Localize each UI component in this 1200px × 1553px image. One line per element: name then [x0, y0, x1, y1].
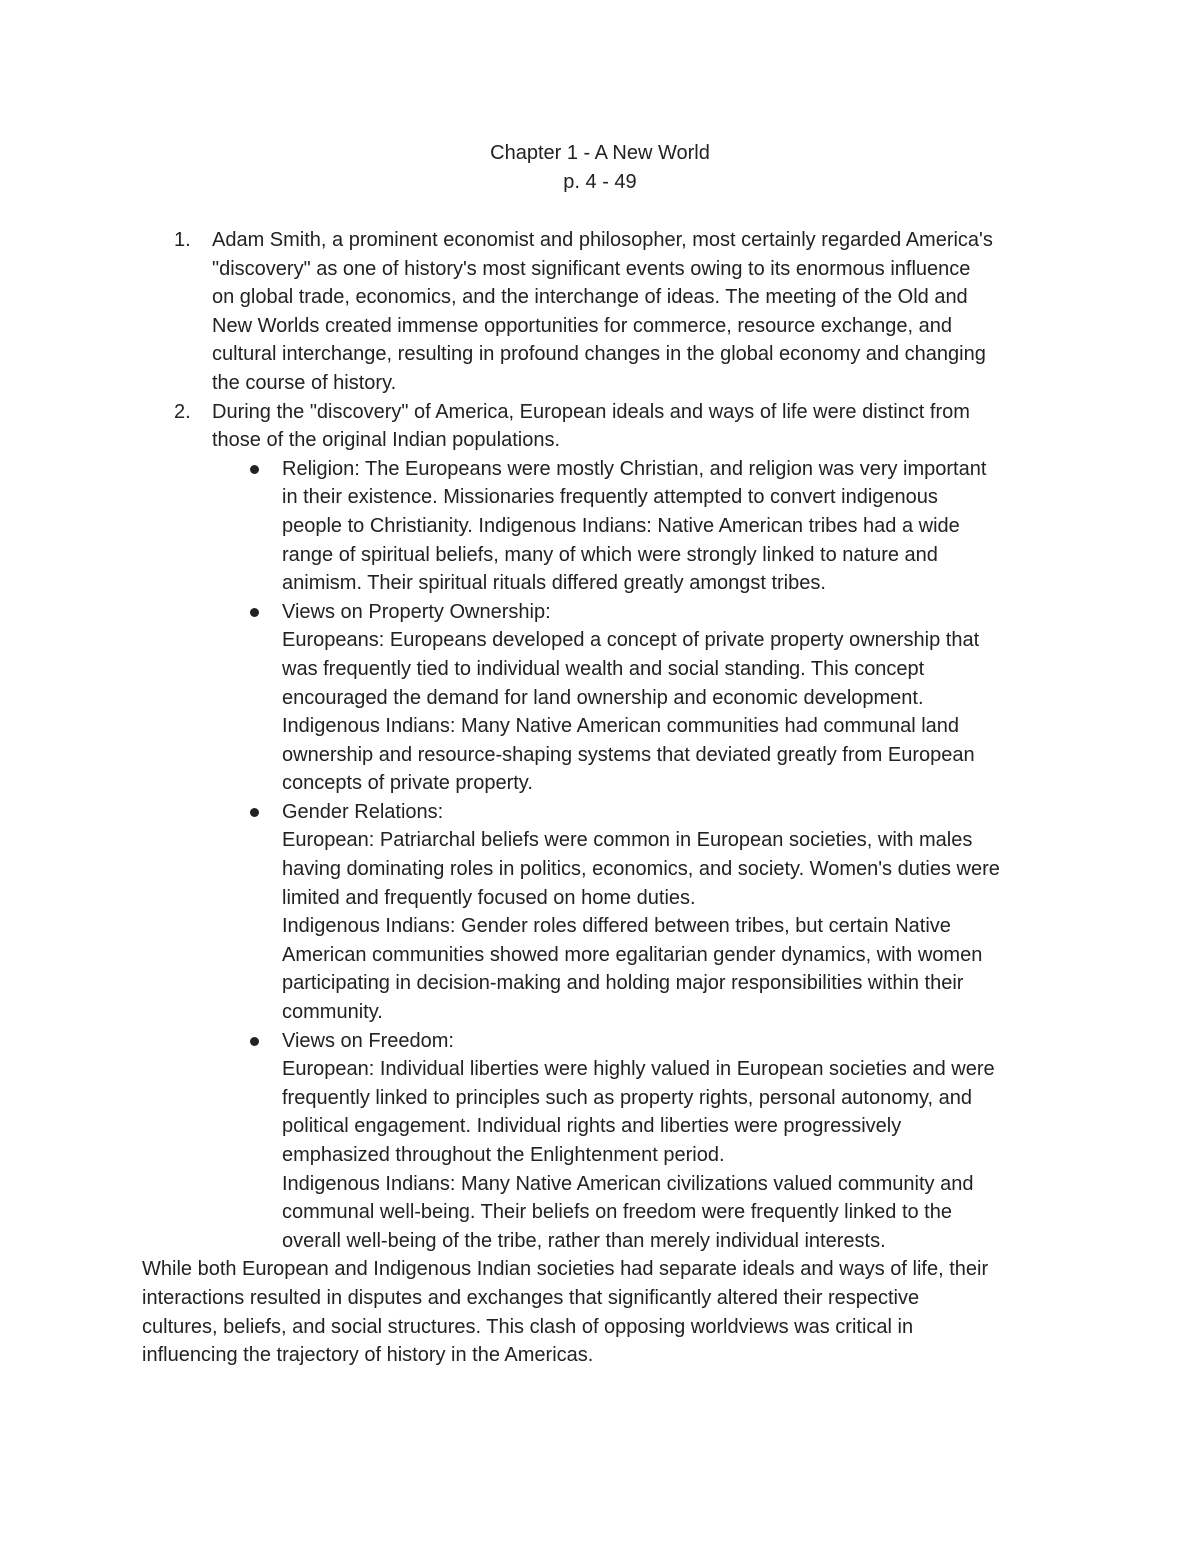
bullet-text-line: community.: [282, 1001, 383, 1024]
bullet-text-line: animism. Their spiritual rituals differed greatly amongst tribes.: [282, 572, 826, 595]
bullet-text-line: ownership and resource-shaping systems that deviated greatly from European: [282, 743, 975, 766]
bullet-text-line: American communities showed more egalitarian gender dynamics, with women: [282, 943, 983, 966]
item-number: 2.: [174, 400, 191, 423]
paragraph-line: influencing the trajectory of history in the Americas.: [142, 1344, 594, 1367]
bullet-text-line: Religion: The Europeans were mostly Christian, and religion was very important: [282, 457, 987, 480]
item-text-line: "discovery" as one of history's most significant events owing to its enormous influence: [212, 257, 971, 280]
bullet-text-line: overall well-being of the tribe, rather than merely individual interests.: [282, 1229, 886, 1252]
bullet-text-line: having dominating roles in politics, economics, and society. Women's duties were: [282, 858, 1000, 881]
bullet-text-line: people to Christianity. Indigenous Indians: Native American tribes had a wide: [282, 514, 960, 537]
bullet-text-line: frequently linked to principles such as property rights, personal autonomy, and: [282, 1086, 973, 1109]
bullet-dot-icon: [250, 608, 259, 617]
item-text-line: Adam Smith, a prominent economist and philosopher, most certainly regarded America's: [212, 229, 993, 251]
numbered-item-1: [142, 226, 1062, 398]
item-text-line: During the "discovery" of America, European ideals and ways of life were distinct from: [212, 400, 970, 423]
item-text-line: on global trade, economics, and the interchange of ideas. The meeting of the Old and: [212, 286, 968, 309]
bullet-text-line: European: Individual liberties were highly valued in European societies and were: [282, 1058, 995, 1081]
bullet-text-line: Views on Property Ownership:: [282, 600, 551, 623]
bullet-text-line: concepts of private property.: [282, 772, 533, 795]
paragraph-line: interactions resulted in disputes and exchanges that significantly altered their respective: [142, 1286, 920, 1309]
bullet-text-line: limited and frequently focused on home duties.: [282, 886, 696, 909]
bullet-text-line: Gender Relations:: [282, 800, 444, 823]
numbered-item-2: [142, 398, 1062, 455]
bullet-text-line: Indigenous Indians: Gender roles differed between tribes, but certain Native: [282, 915, 951, 938]
bullet-text-line: Views on Freedom:: [282, 1029, 454, 1052]
bullet-dot-icon: [250, 1037, 259, 1046]
item-text-line: New Worlds created immense opportunities for commerce, resource exchange, and: [212, 314, 952, 337]
item-text-line: the course of history.: [212, 371, 397, 394]
bullet-item-gender: [142, 798, 1062, 1027]
bullet-text-line: European: Patriarchal beliefs were common in European societies, with males: [282, 829, 973, 852]
page-range: p. 4 - 49: [563, 171, 637, 193]
bullet-text-line: encouraged the demand for land ownership and economic development.: [282, 686, 924, 709]
bullet-dot-icon: [250, 808, 259, 817]
closing-paragraph: [142, 1255, 1062, 1369]
bullet-text-line: participating in decision-making and holding major responsibilities within their: [282, 972, 964, 995]
paragraph-line: cultures, beliefs, and social structures. This clash of opposing worldviews was critical in: [142, 1315, 914, 1338]
bullet-text-line: emphasized throughout the Enlightenment period.: [282, 1144, 725, 1166]
bullet-text-line: communal well-being. Their beliefs on freedom were frequently linked to the: [282, 1201, 952, 1224]
bullet-item-freedom: [142, 1027, 1062, 1256]
bullet-item-religion: [142, 455, 1062, 598]
item-number: 1.: [174, 229, 191, 251]
bullet-item-property: [142, 598, 1062, 798]
bullet-text-line: Europeans: Europeans developed a concept of private property ownership that: [282, 629, 980, 652]
bullet-text-line: Indigenous Indians: Many Native American civilizations valued community and: [282, 1172, 974, 1195]
page-title: Chapter 1 - A New World: [490, 142, 710, 164]
bullet-text-line: political engagement. Individual rights and liberties were progressively: [282, 1115, 902, 1138]
bullet-text-line: in their existence. Missionaries frequently attempted to convert indigenous: [282, 486, 938, 509]
bullet-text-line: range of spiritual beliefs, many of which were strongly linked to nature and: [282, 543, 938, 566]
paragraph-line: While both European and Indigenous Indian societies had separate ideals and ways of life, their: [142, 1258, 989, 1281]
bullet-text-line: Indigenous Indians: Many Native American communities had communal land: [282, 715, 960, 738]
item-text-line: cultural interchange, resulting in profound changes in the global economy and changing: [212, 343, 986, 366]
bullet-dot-icon: [250, 465, 259, 474]
item-text-line: those of the original Indian populations.: [212, 429, 561, 452]
bullet-text-line: was frequently tied to individual wealth and social standing. This concept: [282, 657, 925, 680]
document-body: [142, 226, 1062, 1370]
